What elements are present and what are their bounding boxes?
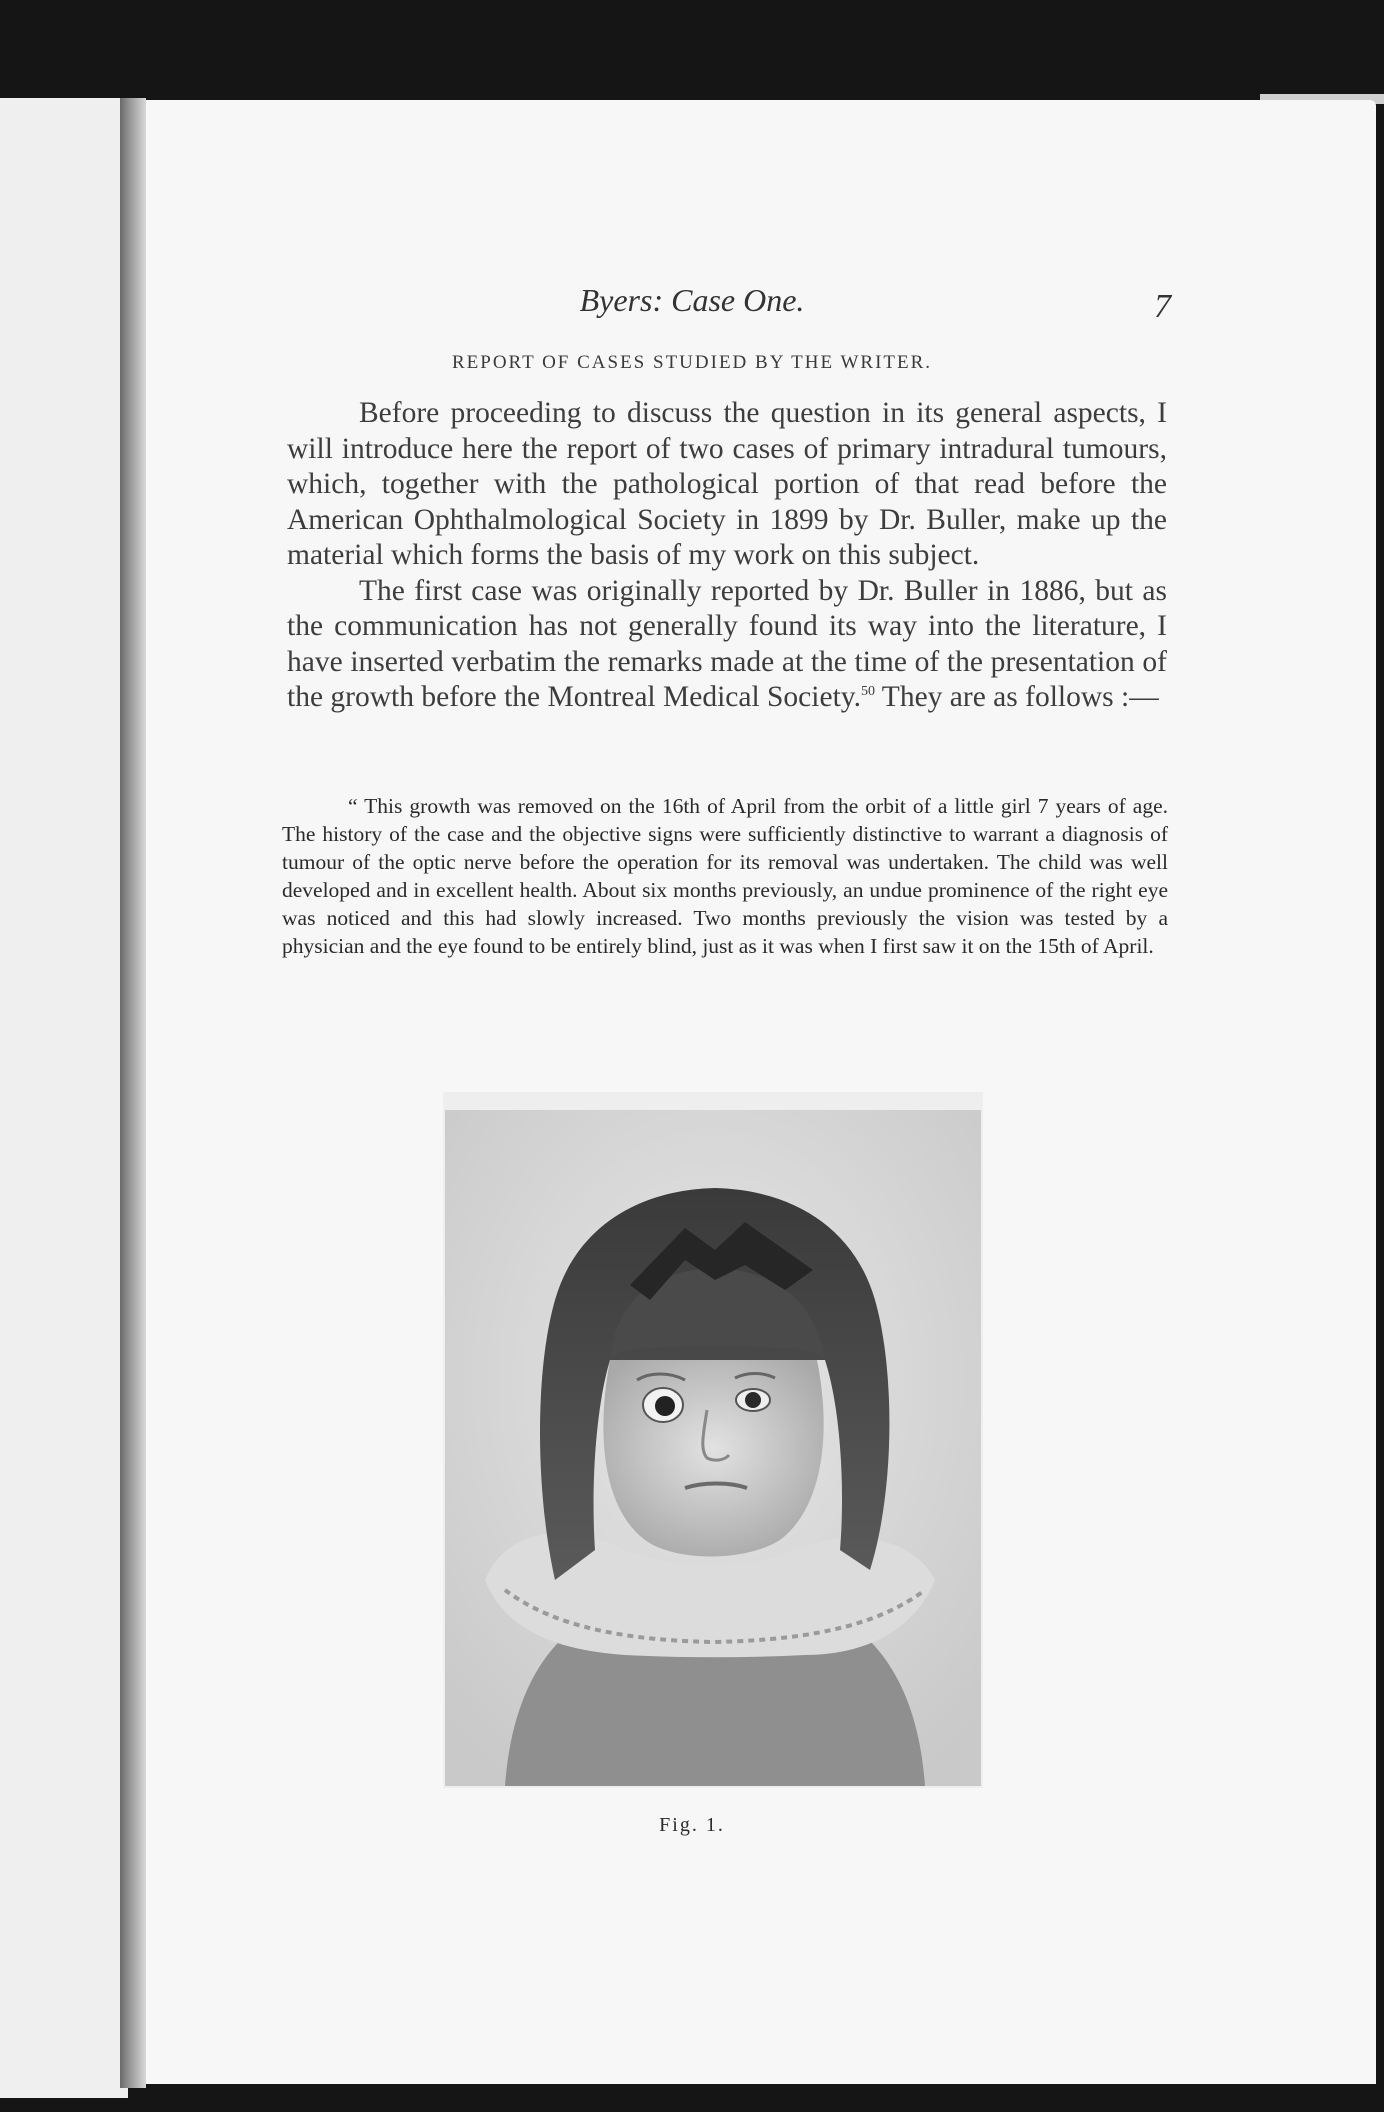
page-number: 7 [1154, 288, 1171, 325]
quoted-report [282, 792, 1168, 960]
footnote-reference: 50 [860, 684, 875, 700]
running-header: Byers: Case One. [579, 282, 805, 318]
body-text [287, 396, 1167, 716]
paragraph-2-end: They are as follows :— [874, 681, 1159, 713]
paragraph-2 [287, 574, 1167, 716]
facing-page-edge [0, 98, 128, 2098]
paragraph-1: Before proceeding to discuss the question in its general aspects, I will introduce here the report of two cases of primary intradural tumours, which, together with the pathological portion of that read before the American Ophthalmological Society in 1899 by Dr. Buller, make up the material which forms the basis of my work on this subject. [287, 397, 1167, 571]
quote-text: “ This growth was removed on the 16th of April from the orbit of a little girl 7 years of age. The history of the case and the objective signs were sufficiently distinctive to warrant a diagnosis of tumour of the optic nerve before the operation for its removal was undertaken. The child was well developed and in excellent health. About six months previously, an undue prominence of the right eye was noticed and this had slowly increased. Two months previously the vision was tested by a physician and the eye found to be entirely blind, just as it was when I first saw it on the 15th of April. [282, 794, 1168, 958]
section-title: REPORT OF CASES STUDIED BY THE WRITER. [451, 352, 933, 373]
book-gutter [120, 98, 146, 2088]
figure-caption: Fig. 1. [659, 1814, 725, 1836]
portrait-photograph [445, 1110, 981, 1786]
paragraph-2-text: The first case was originally reported by Dr. Buller in 1886, but as the communication has not generally found its way into the literature, I have inserted verbatim the remarks made at the time of the presentation of the growth before the Montreal Medical Society. [287, 574, 1167, 713]
face [603, 1360, 823, 1557]
